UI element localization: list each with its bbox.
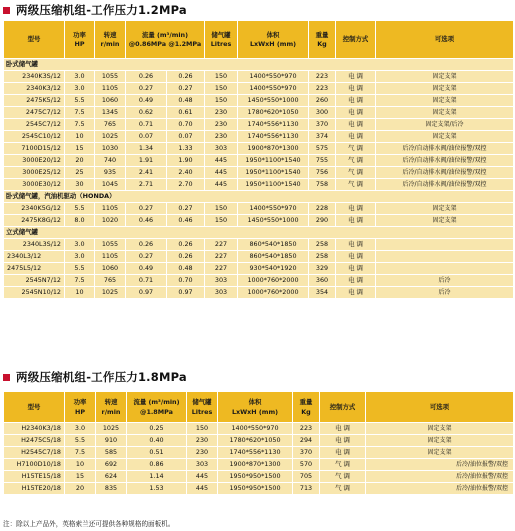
table-cell: 445 (187, 471, 218, 483)
table-cell: 150 (205, 215, 238, 227)
header-model: 型号 (4, 21, 65, 59)
table-cell: 电 调 (336, 83, 376, 95)
table-cell: 7.5 (65, 275, 95, 287)
table-cell: 2340L3S/12 (4, 239, 65, 251)
table-cell: 3.0 (65, 239, 95, 251)
table-cell: 230 (205, 107, 238, 119)
table-cell: 后冷/油位报警/双控 (366, 459, 514, 471)
table-cell: 1740*556*1130 (238, 131, 309, 143)
table-cell: 2340L3/12 (4, 251, 65, 263)
table-cell: 1020 (95, 215, 126, 227)
table-cell: 2.71 (126, 179, 167, 191)
table-row (4, 435, 514, 447)
header-dims: 体积 LxWxH (mm) (218, 392, 293, 423)
table-cell: 223 (309, 83, 336, 95)
table-cell: 0.70 (167, 275, 205, 287)
table-cell: 电 调 (336, 107, 376, 119)
table-cell: 1400*550*970 (238, 83, 309, 95)
table-cell: 电 调 (336, 287, 376, 299)
table-cell: 705 (293, 471, 320, 483)
table-row (4, 167, 514, 179)
table-cell: 后冷/油位报警/双控 (366, 483, 514, 495)
table-row (4, 471, 514, 483)
table-cell: 692 (96, 459, 127, 471)
category-row (4, 59, 514, 71)
table-cell: 气 调 (336, 143, 376, 155)
table-cell: 445 (205, 167, 238, 179)
section2-title (0, 369, 187, 385)
table-cell: 2545N10/12 (4, 287, 65, 299)
table-cell: 1105 (95, 203, 126, 215)
section1-title-text: 两级压缩机组-工作压力1.2MPa (16, 3, 187, 17)
table-cell: 227 (205, 239, 238, 251)
table-cell: 260 (309, 95, 336, 107)
table-cell: 570 (293, 459, 320, 471)
section1-title (0, 2, 187, 18)
table-row (4, 287, 514, 299)
table-cell: 2475K8G/12 (4, 215, 65, 227)
table-cell: 575 (309, 143, 336, 155)
header-flow: 流量 (m³/min) @1.8MPa (127, 392, 187, 423)
table-cell: 1000*760*2000 (238, 287, 309, 299)
table-cell: 7.5 (65, 447, 96, 459)
table-cell: 7.5 (65, 107, 95, 119)
table-cell: 1.34 (126, 143, 167, 155)
table-cell: 1950*950*1500 (218, 471, 293, 483)
table-cell: 2545N7/12 (4, 275, 65, 287)
table-cell: 3000E25/12 (4, 167, 65, 179)
table-cell: 电 调 (336, 95, 376, 107)
table-cell: 3.0 (65, 251, 95, 263)
table-cell: 1780*620*1050 (218, 435, 293, 447)
table-cell: 0.97 (126, 287, 167, 299)
table-cell: 360 (309, 275, 336, 287)
table-cell: 1.90 (167, 155, 205, 167)
table-row (4, 119, 514, 131)
table-cell: 后冷 (376, 287, 514, 299)
table-cell: 后冷 (376, 275, 514, 287)
category-row (4, 227, 514, 239)
table-cell: 150 (205, 95, 238, 107)
table-cell: 0.71 (126, 275, 167, 287)
table-cell: 1450*550*1000 (238, 95, 309, 107)
table-cell: 1025 (95, 287, 126, 299)
table-cell: 1400*550*970 (218, 423, 293, 435)
spec-table-1.8mpa (3, 391, 514, 495)
table-cell: 300 (309, 107, 336, 119)
header-options: 可选项 (376, 21, 514, 59)
table-cell: 7.5 (65, 119, 95, 131)
header-tank: 储气罐 Litres (187, 392, 218, 423)
header-model: 型号 (4, 392, 65, 423)
table-cell: 气 调 (336, 167, 376, 179)
table-cell: 303 (205, 143, 238, 155)
table-cell: 1060 (95, 263, 126, 275)
table-cell: H2545C7/18 (4, 447, 65, 459)
table-cell: 1.53 (127, 483, 187, 495)
table-cell: 758 (309, 179, 336, 191)
table-cell: 0.71 (126, 119, 167, 131)
table-cell: 0.27 (126, 203, 167, 215)
table-cell: 0.46 (167, 215, 205, 227)
table-cell: 电 调 (320, 423, 366, 435)
table-cell: 固定支架 (376, 107, 514, 119)
table-row (4, 215, 514, 227)
table-cell (376, 263, 514, 275)
table-cell: 223 (293, 423, 320, 435)
table-row (4, 459, 514, 471)
table-cell: 1950*1100*1540 (238, 179, 309, 191)
table-cell: 电 调 (336, 275, 376, 287)
table-row (4, 71, 514, 83)
table-cell: 1030 (95, 143, 126, 155)
table-cell: 230 (205, 119, 238, 131)
table-cell: 1950*1100*1540 (238, 167, 309, 179)
table-cell: 0.25 (127, 423, 187, 435)
table-cell: 20 (65, 483, 96, 495)
table-cell (376, 239, 514, 251)
table-cell: 7100D15/12 (4, 143, 65, 155)
table-cell: 1025 (96, 423, 127, 435)
table-row (4, 95, 514, 107)
table-cell: 电 调 (320, 435, 366, 447)
table-cell: 0.51 (127, 447, 187, 459)
footnote: 注：除以上产品外，英格索兰还可提供各种规格的面板机。 (3, 520, 175, 528)
table-cell: 624 (96, 471, 127, 483)
table-cell: 150 (205, 83, 238, 95)
table-cell: 固定支架/后冷 (376, 119, 514, 131)
table-cell: 固定支架 (376, 71, 514, 83)
table-cell: 0.97 (167, 287, 205, 299)
table-cell: 电 调 (336, 119, 376, 131)
table-cell: 370 (309, 119, 336, 131)
table-cell: 1900*870*1300 (218, 459, 293, 471)
table-cell: 5.5 (65, 263, 95, 275)
table-cell: 电 调 (336, 131, 376, 143)
table-cell: 10 (65, 131, 95, 143)
spec-table-1.2mpa (3, 20, 514, 299)
table-cell: 后冷/油位报警/双控 (366, 471, 514, 483)
table-cell: 1055 (95, 71, 126, 83)
table-cell: 气 调 (320, 471, 366, 483)
table-row (4, 263, 514, 275)
table-cell: 电 调 (336, 203, 376, 215)
table-cell: 0.27 (167, 83, 205, 95)
table-cell: 5.5 (65, 203, 95, 215)
table-cell: 765 (95, 119, 126, 131)
table-cell: 2.40 (167, 167, 205, 179)
table-cell: 2475K5/12 (4, 95, 65, 107)
table-cell: 1060 (95, 95, 126, 107)
table-cell: 0.40 (127, 435, 187, 447)
table-cell: 1105 (95, 83, 126, 95)
section-bullet (3, 374, 10, 381)
table-cell: 150 (205, 203, 238, 215)
header-power: 功率 HP (65, 392, 96, 423)
table-cell: 0.26 (126, 71, 167, 83)
table-cell: 227 (205, 251, 238, 263)
table-cell: 1.14 (127, 471, 187, 483)
table-row (4, 251, 514, 263)
table-cell: 910 (96, 435, 127, 447)
table-cell: 835 (96, 483, 127, 495)
table-cell: 258 (309, 251, 336, 263)
table-cell: 329 (309, 263, 336, 275)
table-cell: 3000E20/12 (4, 155, 65, 167)
table-cell: 20 (65, 155, 95, 167)
table-cell: 0.26 (167, 71, 205, 83)
table-row (4, 131, 514, 143)
table-cell: 354 (309, 287, 336, 299)
table-cell: 1400*550*970 (238, 203, 309, 215)
table-cell: 230 (187, 447, 218, 459)
table-cell: 0.48 (167, 95, 205, 107)
table-cell: 1740*556*1130 (218, 447, 293, 459)
table-cell: 2.70 (167, 179, 205, 191)
table-cell: 713 (293, 483, 320, 495)
table-cell: 固定支架 (376, 131, 514, 143)
header-weight: 重量 Kg (293, 392, 320, 423)
table-cell: 30 (65, 179, 95, 191)
table-cell: 电 调 (336, 251, 376, 263)
table-cell: 15 (65, 471, 96, 483)
table-cell: 0.26 (167, 239, 205, 251)
table-cell: 0.26 (126, 239, 167, 251)
table-row (4, 447, 514, 459)
table-row (4, 203, 514, 215)
table-cell: 气 调 (336, 179, 376, 191)
table-cell: 756 (309, 167, 336, 179)
table-cell: 8.0 (65, 215, 95, 227)
table-cell: 2545C7/12 (4, 119, 65, 131)
category-label: 卧式储气罐 (4, 59, 514, 71)
table-cell: 0.27 (126, 83, 167, 95)
table-cell: 228 (309, 203, 336, 215)
table-cell: 1.33 (167, 143, 205, 155)
table-cell: 5.5 (65, 95, 95, 107)
table-cell: 电 调 (336, 215, 376, 227)
category-row (4, 191, 514, 203)
table-cell: 0.61 (167, 107, 205, 119)
table-row (4, 107, 514, 119)
table-cell: H2340K3/18 (4, 423, 65, 435)
header-power: 功率 HP (65, 21, 95, 59)
table-cell: 电 调 (336, 263, 376, 275)
table-cell: 445 (205, 179, 238, 191)
header-weight: 重量 Kg (309, 21, 336, 59)
table-cell: 气 调 (320, 459, 366, 471)
table-cell: 1000*760*2000 (238, 275, 309, 287)
table-cell: 223 (309, 71, 336, 83)
table-cell: 3.0 (65, 71, 95, 83)
category-label: 卧式储气罐，汽油机驱动（HONDA） (4, 191, 514, 203)
table-cell: 固定支架 (366, 423, 514, 435)
table-cell: 5.5 (65, 435, 96, 447)
table-cell: 0.70 (167, 119, 205, 131)
table-cell: 气 调 (320, 483, 366, 495)
table-cell: 电 调 (336, 71, 376, 83)
table-cell: 气 调 (336, 155, 376, 167)
table-cell: 150 (187, 423, 218, 435)
table-cell: 935 (95, 167, 126, 179)
table-cell: 227 (205, 263, 238, 275)
header-dims: 体积 LxWxH (mm) (238, 21, 309, 59)
table-cell: 230 (205, 131, 238, 143)
table-cell: 370 (293, 447, 320, 459)
table-cell: 1105 (95, 251, 126, 263)
table-cell: 0.48 (167, 263, 205, 275)
table-cell: 374 (309, 131, 336, 143)
table-cell: 3.0 (65, 83, 95, 95)
table-cell: 1900*870*1300 (238, 143, 309, 155)
table-cell: 0.49 (126, 263, 167, 275)
table-cell: 0.27 (126, 251, 167, 263)
table-cell: 3.0 (65, 423, 96, 435)
table-cell: 1740*556*1130 (238, 119, 309, 131)
table-cell: 445 (187, 483, 218, 495)
table-cell: 3000E30/12 (4, 179, 65, 191)
table-cell: H15TE15/18 (4, 471, 65, 483)
table-cell: 755 (309, 155, 336, 167)
table-cell: 258 (309, 239, 336, 251)
table-cell: 10 (65, 287, 95, 299)
table-cell: 0.49 (126, 95, 167, 107)
section2-title-text: 两级压缩机组-工作压力1.8MPa (16, 370, 187, 384)
table-cell: 290 (309, 215, 336, 227)
table-row (4, 83, 514, 95)
table-cell: 0.62 (126, 107, 167, 119)
table-cell (376, 251, 514, 263)
table-cell: 445 (205, 155, 238, 167)
table-cell: 固定支架 (366, 435, 514, 447)
table-cell: 2340K5G/12 (4, 203, 65, 215)
table-cell: 电 调 (320, 447, 366, 459)
section-bullet (3, 7, 10, 14)
table-cell: 0.86 (127, 459, 187, 471)
header-control: 控制方式 (336, 21, 376, 59)
table-row (4, 423, 514, 435)
table-cell: 765 (95, 275, 126, 287)
table-cell: 2475L5/12 (4, 263, 65, 275)
table-row (4, 155, 514, 167)
table-cell: H7100D10/18 (4, 459, 65, 471)
table-cell: 10 (65, 459, 96, 471)
table-cell: 固定支架 (376, 203, 514, 215)
table-cell: 150 (205, 71, 238, 83)
table-cell: 2475C7/12 (4, 107, 65, 119)
table-cell: 0.07 (167, 131, 205, 143)
table-cell: 0.26 (167, 251, 205, 263)
table-cell: 740 (95, 155, 126, 167)
table-cell: 后冷/自动排水阀/油位报警/双控 (376, 179, 514, 191)
table-cell: 固定支架 (376, 95, 514, 107)
table-cell: 15 (65, 143, 95, 155)
table-cell: 后冷/自动排水阀/油位报警/双控 (376, 167, 514, 179)
table-cell: 25 (65, 167, 95, 179)
table-cell: 固定支架 (366, 447, 514, 459)
table-cell: 1045 (95, 179, 126, 191)
table-cell: 303 (205, 275, 238, 287)
header-control: 控制方式 (320, 392, 366, 423)
table-cell: 2340K3S/12 (4, 71, 65, 83)
table-cell: 1055 (95, 239, 126, 251)
table-cell: 电 调 (336, 239, 376, 251)
table-row (4, 275, 514, 287)
table-cell: 2.41 (126, 167, 167, 179)
table-cell: 303 (205, 287, 238, 299)
header-speed: 转速 r/min (96, 392, 127, 423)
table-cell: 后冷/自动排水阀/油位报警/双控 (376, 155, 514, 167)
table-cell: 2340K3/12 (4, 83, 65, 95)
table-row (4, 483, 514, 495)
table-cell: 后冷/自动排水阀/油位报警/双控 (376, 143, 514, 155)
table-cell: 294 (293, 435, 320, 447)
header-flow: 流量 (m³/min) @0.86MPa @1.2MPa (126, 21, 205, 59)
table-cell: 2545C10/12 (4, 131, 65, 143)
table-row (4, 239, 514, 251)
table-cell: 0.27 (167, 203, 205, 215)
table-cell: 固定支架 (376, 83, 514, 95)
header-speed: 转速 r/min (95, 21, 126, 59)
table-cell: 0.07 (126, 131, 167, 143)
table-cell: 1345 (95, 107, 126, 119)
table-row (4, 143, 514, 155)
table-cell: H2475C5/18 (4, 435, 65, 447)
table-cell: 860*540*1850 (238, 239, 309, 251)
table-cell: 1950*1100*1540 (238, 155, 309, 167)
table-cell: 1400*550*970 (238, 71, 309, 83)
table-row (4, 179, 514, 191)
header-options: 可选项 (366, 392, 514, 423)
table-cell: 1.91 (126, 155, 167, 167)
table-cell: 930*540*1920 (238, 263, 309, 275)
table-cell: 1450*550*1000 (238, 215, 309, 227)
table-cell: 230 (187, 435, 218, 447)
table-cell: 303 (187, 459, 218, 471)
table-cell: 固定支架 (376, 215, 514, 227)
table-cell: 1025 (95, 131, 126, 143)
table-cell: 0.46 (126, 215, 167, 227)
table-cell: 1950*950*1500 (218, 483, 293, 495)
table-cell: 1780*620*1050 (238, 107, 309, 119)
category-label: 立式储气罐 (4, 227, 514, 239)
header-tank: 储气罐 Litres (205, 21, 238, 59)
table-cell: 860*540*1850 (238, 251, 309, 263)
table-cell: H15TE20/18 (4, 483, 65, 495)
table-cell: 585 (96, 447, 127, 459)
